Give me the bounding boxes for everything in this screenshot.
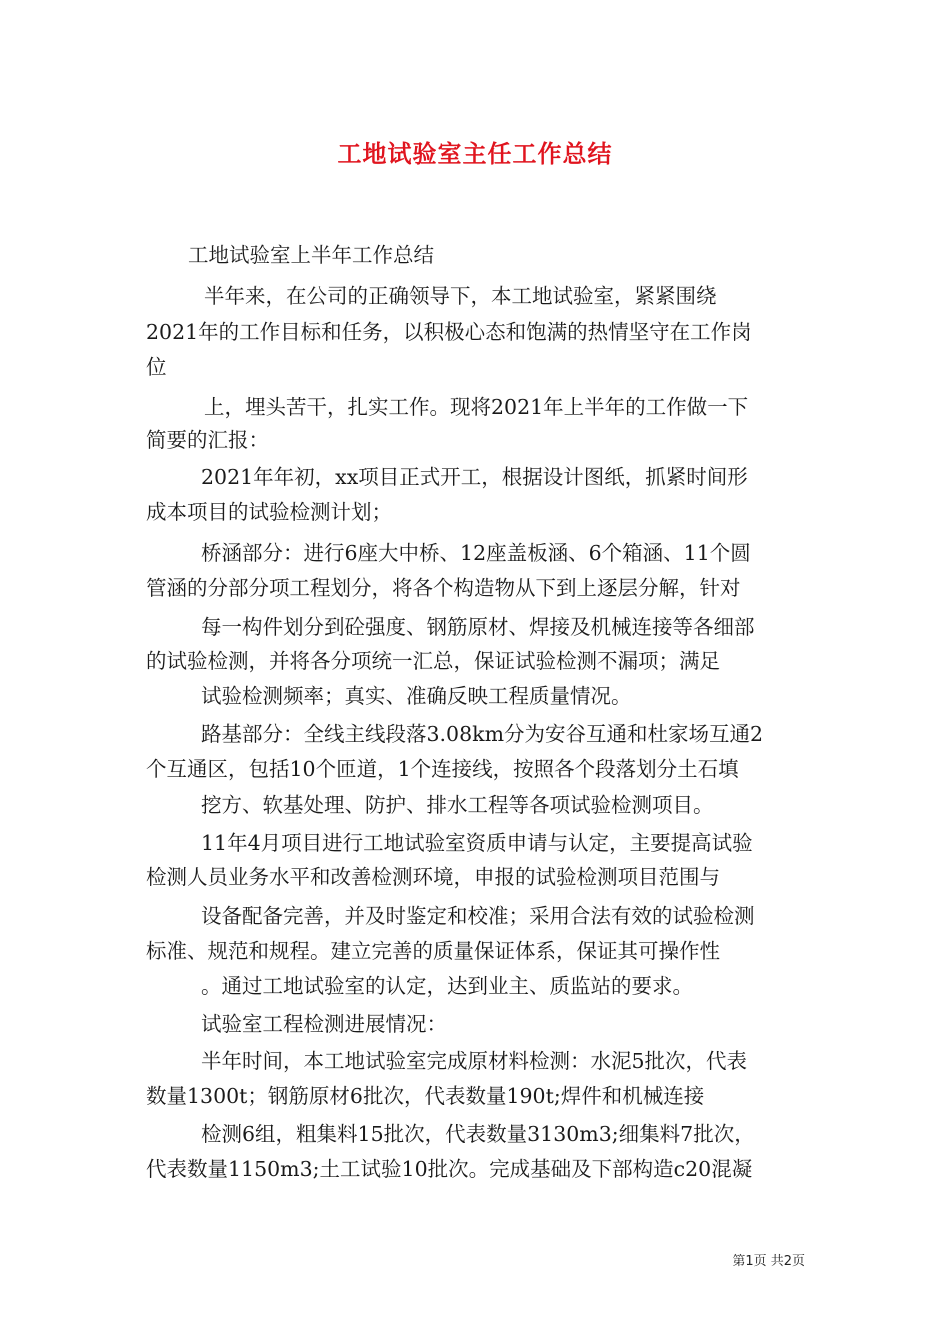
paragraph-line: 路基部分：全线主线段落3.08km分为安谷互通和杜家场互通2 — [201, 722, 764, 746]
section-heading: 试验室工程检测进展情况： — [201, 1012, 447, 1036]
paragraph-line: 2021年的工作目标和任务，以积极心态和饱满的热情坚守在工作岗 — [146, 320, 752, 344]
paragraph-line: 上，埋头苦干，扎实工作。现将2021年上半年的工作做一下 — [204, 395, 749, 419]
paragraph-line: 试验检测频率；真实、准确反映工程质量情况。 — [201, 684, 632, 708]
paragraph-line: 数量1300t；钢筋原材6批次，代表数量190t;焊件和机械连接 — [146, 1084, 705, 1108]
paragraph-line: 设备配备完善，并及时鉴定和校准；采用合法有效的试验检测 — [201, 904, 755, 928]
paragraph-line: 桥涵部分：进行6座大中桥、12座盖板涵、6个箱涵、11个圆 — [201, 541, 751, 565]
paragraph-line: 挖方、软基处理、防护、排水工程等各项试验检测项目。 — [201, 793, 714, 817]
paragraph-line: 每一构件划分到砼强度、钢筋原材、焊接及机械连接等各细部 — [201, 615, 755, 639]
paragraph-line: 成本项目的试验检测计划； — [146, 500, 392, 524]
paragraph-line: 管涵的分部分项工程划分，将各个构造物从下到上逐层分解，针对 — [146, 576, 741, 600]
paragraph-line: 代表数量1150m3;土工试验10批次。完成基础及下部构造c20混凝 — [146, 1157, 753, 1181]
paragraph-line: 简要的汇报： — [146, 428, 269, 452]
paragraph-line: 位 — [146, 355, 167, 379]
document-title: 工地试验室主任工作总结 — [337, 140, 613, 168]
paragraph-line: 半年时间，本工地试验室完成原材料检测：水泥5批次，代表 — [201, 1049, 748, 1073]
paragraph-line: 检测人员业务水平和改善检测环境，申报的试验检测项目范围与 — [146, 865, 720, 889]
paragraph-line: 。通过工地试验室的认定，达到业主、质监站的要求。 — [201, 974, 693, 998]
paragraph-line: 标准、规范和规程。建立完善的质量保证体系，保证其可操作性 — [146, 939, 720, 963]
paragraph-line: 2021年年初，xx项目正式开工，根据设计图纸，抓紧时间形 — [201, 465, 748, 489]
page-number: 第1页 共2页 — [732, 1254, 805, 1269]
section-heading: 工地试验室上半年工作总结 — [188, 243, 434, 267]
paragraph-line: 个互通区，包括10个匝道，1个连接线，按照各个段落划分土石填 — [146, 757, 739, 781]
paragraph-line: 检测6组，粗集料15批次，代表数量3130m3;细集料7批次， — [201, 1122, 755, 1146]
paragraph-line: 11年4月项目进行工地试验室资质申请与认定，主要提高试验 — [201, 831, 753, 855]
paragraph-line: 的试验检测，并将各分项统一汇总，保证试验检测不漏项；满足 — [146, 649, 720, 673]
paragraph-line: 半年来，在公司的正确领导下，本工地试验室，紧紧围绕 — [204, 284, 717, 308]
